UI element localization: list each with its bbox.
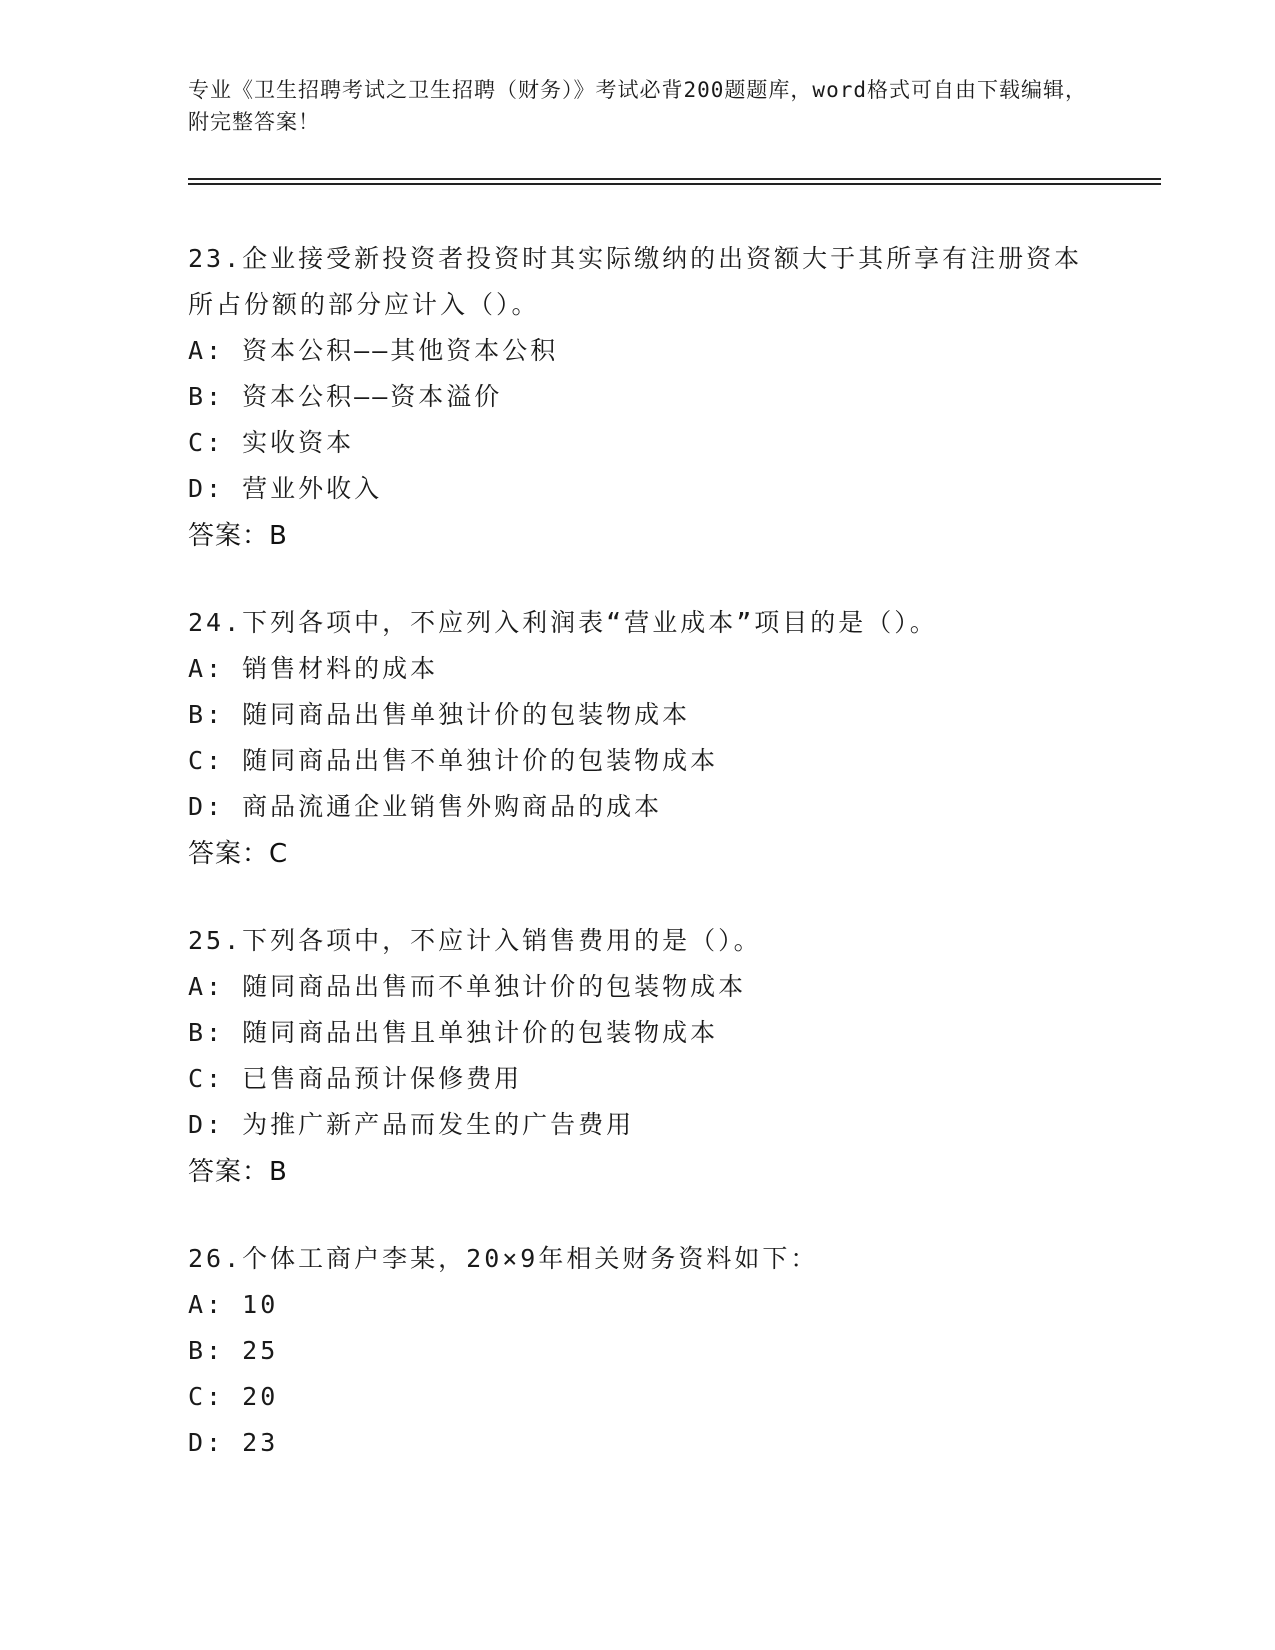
option-a: A: 10 bbox=[188, 1290, 279, 1319]
question-26 bbox=[188, 1236, 1108, 1466]
option-d: D: 商品流通企业销售外购商品的成本 bbox=[188, 792, 663, 821]
option-b: B: 资本公积——资本溢价 bbox=[188, 382, 503, 411]
header-divider-bottom bbox=[188, 183, 1161, 185]
option-a: A: 销售材料的成本 bbox=[188, 654, 439, 683]
answer: 答案：B bbox=[188, 521, 288, 551]
option-c: C: 20 bbox=[188, 1382, 279, 1411]
option-b: B: 25 bbox=[188, 1336, 279, 1365]
question-24 bbox=[188, 600, 1108, 876]
option-d: D: 23 bbox=[188, 1428, 279, 1457]
answer: 答案：C bbox=[188, 839, 289, 869]
header-divider-top bbox=[188, 178, 1161, 180]
answer: 答案：B bbox=[188, 1157, 288, 1187]
option-c: C: 随同商品出售不单独计价的包装物成本 bbox=[188, 746, 719, 775]
document-header: 专业《卫生招聘考试之卫生招聘（财务）》考试必背200题题库，word格式可自由下载编辑，附完整答案！ bbox=[188, 78, 1087, 134]
question-stem: 24.下列各项中，不应列入利润表“营业成本”项目的是（）。 bbox=[188, 608, 938, 637]
question-25 bbox=[188, 918, 1108, 1194]
option-d: D: 为推广新产品而发生的广告费用 bbox=[188, 1110, 635, 1139]
option-a: A: 随同商品出售而不单独计价的包装物成本 bbox=[188, 972, 747, 1001]
option-b: B: 随同商品出售单独计价的包装物成本 bbox=[188, 700, 691, 729]
option-a: A: 资本公积——其他资本公积 bbox=[188, 336, 559, 365]
option-c: C: 实收资本 bbox=[188, 428, 355, 457]
question-stem: 26.个体工商户李某，20×9年相关财务资料如下： bbox=[188, 1244, 819, 1273]
question-23 bbox=[188, 236, 1108, 558]
option-b: B: 随同商品出售且单独计价的包装物成本 bbox=[188, 1018, 719, 1047]
question-stem: 23.企业接受新投资者投资时其实际缴纳的出资额大于其所享有注册资本所占份额的部分应计入（）。 bbox=[188, 244, 1083, 319]
option-d: D: 营业外收入 bbox=[188, 474, 383, 503]
question-list bbox=[188, 236, 1108, 1508]
option-c: C: 已售商品预计保修费用 bbox=[188, 1064, 523, 1093]
question-stem: 25.下列各项中，不应计入销售费用的是（）。 bbox=[188, 926, 762, 955]
